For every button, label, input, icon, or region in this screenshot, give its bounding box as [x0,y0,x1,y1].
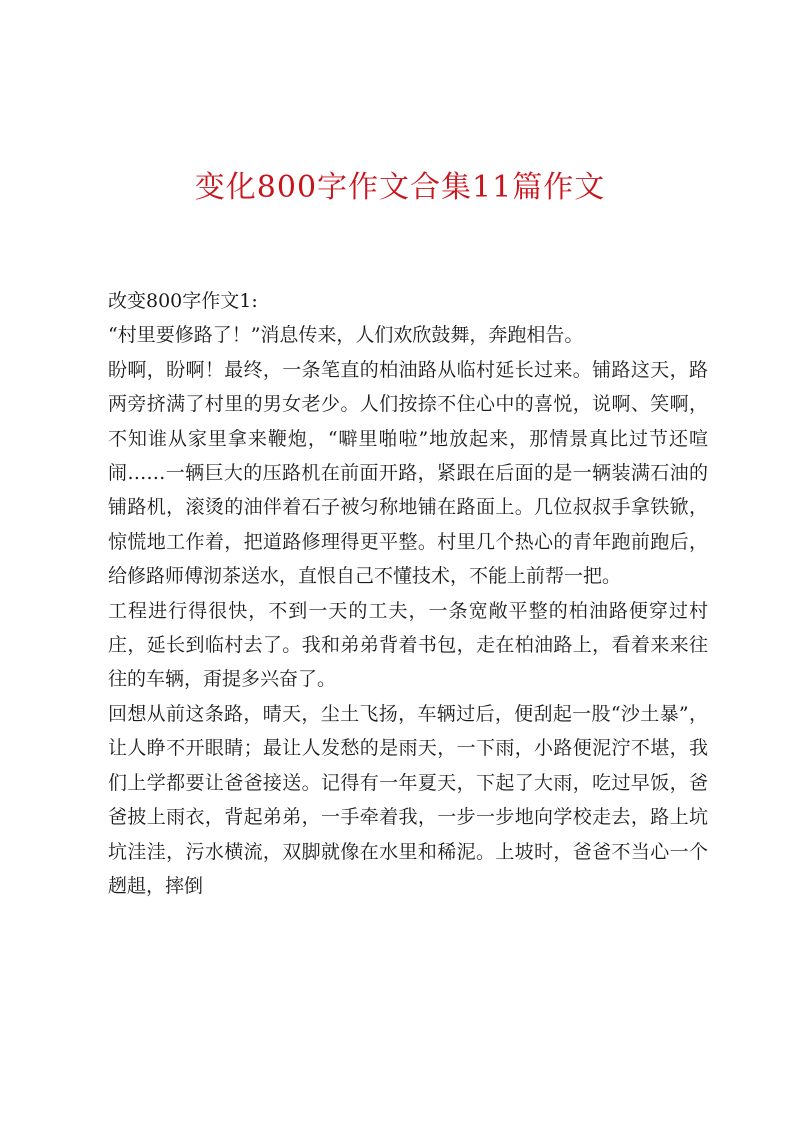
paragraph: 工程进行得很快，不到一天的工夫，一条宽敞平整的柏油路便穿过村庄，延长到临村去了。我和弟弟背着书包，走在柏油路上，看着来来往往的车辆，甭提多兴奋了。 [108,599,708,691]
document-title: 变化800字作文合集11篇作文 [194,170,606,205]
paragraph: 盼啊，盼啊！最终，一条笔直的柏油路从临村延长过来。铺路这天，路两旁挤满了村里的男女老少。人们按捺不住心中的喜悦，说啊、笑啊，不知谁从家里拿来鞭炮，“噼里啪啦”地放起来，那情景真比过节还喧闹……一辆巨大的压路机在前面开路，紧跟在后面的是一辆装满石油的铺路机，滚烫的油伴着石子被匀称地铺在路面上。几位叔叔手拿铁锨，惊慌地工作着，把道路修理得更平整。村里几个热心的青年跑前跑后，给修路师傅沏茶送水，直恨自己不懂技术，不能上前帮一把。 [108,358,708,588]
document-body [108,284,708,903]
paragraph: “村里要修路了！”消息传来，人们欢欣鼓舞，奔跑相告。 [108,324,584,347]
section-heading: 改变800字作文1: [108,290,258,312]
paragraph: 回想从前这条路，晴天，尘土飞扬，车辆过后，便刮起一股“沙土暴”，让人睁不开眼睛；最让人发愁的是雨天，一下雨，小路便泥泞不堪，我们上学都要让爸爸接送。记得有一年夏天，下起了大雨，吃过早饭，爸爸披上雨衣，背起弟弟，一手牵着我，一步一步地向学校走去，路上坑坑洼洼，污水横流，双脚就像在水里和稀泥。上坡时，爸爸不当心一个趔趄，摔倒 [108,702,708,897]
